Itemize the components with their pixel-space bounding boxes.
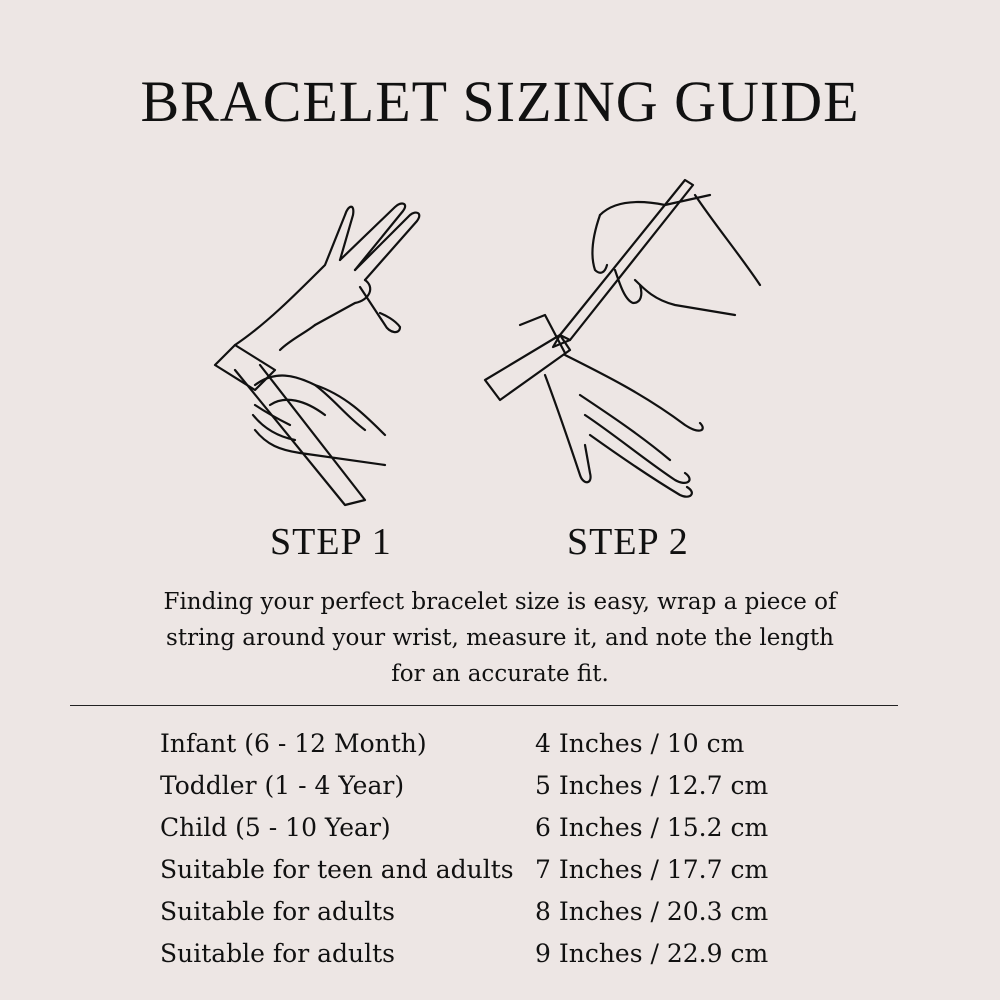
divider [70,705,898,706]
size-value: 8 Inches / 20.3 cm [535,896,769,926]
size-row [160,848,860,890]
size-row [160,722,860,764]
size-value: 6 Inches / 15.2 cm [535,812,769,842]
size-value: 7 Inches / 17.7 cm [535,854,769,884]
step-2-label: STEP 2 [567,521,689,563]
step-1-label: STEP 1 [270,521,392,563]
size-label: Infant (6 - 12 Month) [160,728,427,758]
size-label: Suitable for teen and adults [160,854,514,884]
size-value: 5 Inches / 12.7 cm [535,770,769,800]
size-table [160,722,860,974]
hand-marking-tape-with-pen-icon [475,175,775,515]
size-row [160,806,860,848]
size-row [160,890,860,932]
size-row [160,932,860,974]
size-label: Suitable for adults [160,896,395,926]
size-row [160,764,860,806]
size-value: 9 Inches / 22.9 cm [535,938,769,968]
size-value: 4 Inches / 10 cm [535,728,745,758]
size-label: Suitable for adults [160,938,395,968]
description: Finding your perfect bracelet size is easy, wrap a piece of string around your wrist, measure it, and note the length for an accurate fit. [163,589,837,687]
hand-measuring-wrist-with-tape-icon [195,175,495,515]
page-title: BRACELET SIZING GUIDE [140,69,860,134]
size-label: Toddler (1 - 4 Year) [160,770,405,800]
size-label: Child (5 - 10 Year) [160,812,391,842]
